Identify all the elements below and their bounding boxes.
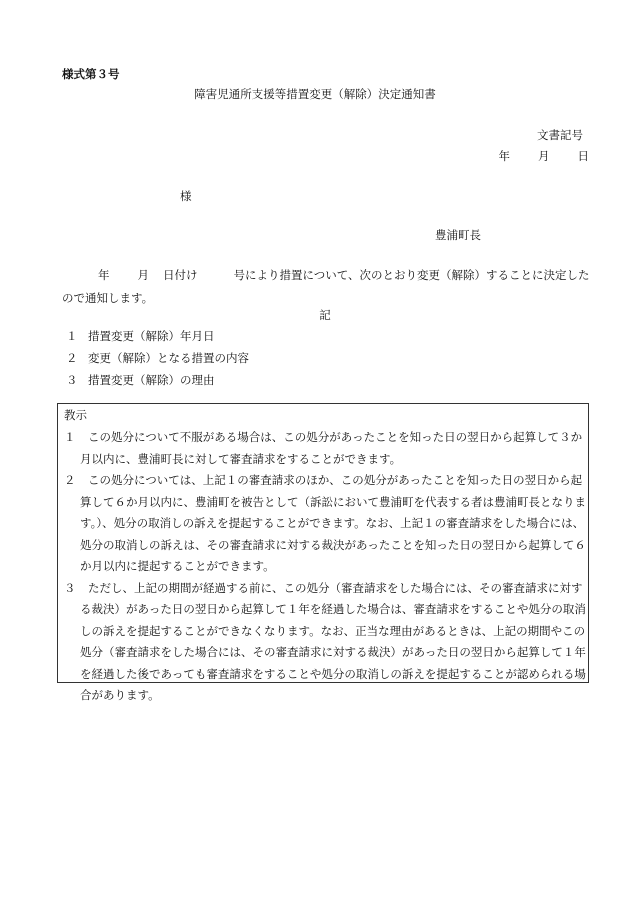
addressee-suffix: 様 — [180, 189, 192, 203]
notice-item-number: ２ — [64, 473, 76, 487]
form-number: 様式第３号 — [62, 67, 120, 81]
body-year: 年 — [98, 268, 110, 282]
date-year-label: 年 — [498, 149, 510, 163]
body-month: 月 — [137, 268, 149, 282]
notice-box — [57, 403, 589, 702]
notice-item — [64, 578, 586, 707]
notice-item-text: この処分について不服がある場合は、この処分があったことを知った日の翌日から起算して３か月以内に、豊浦町長に対して審査請求をすることができます。 — [80, 430, 583, 466]
item-label: 措置変更（解除）年月日 — [88, 329, 215, 343]
list-item — [66, 347, 249, 369]
item-number: ３ — [66, 373, 78, 387]
notice-item-text: ただし、上記の期間が経過する前に、この処分（審査請求をした場合には、その審査請求に対する裁決）があった日の翌日から起算して１年を経過した場合は、審査請求をすることや処分の取消しの訴えを提起することができなくなります。なお、正当な理由があるときは、上記の期間やこの処分（審査請求をした場合には、その審査請求に対する裁決）があった日の翌日から起算して１年を経過した後であっても審査請求をすることや処分の取消しの訴えを提起することが認められる場合があります。 — [80, 580, 586, 702]
date-day-label: 日 — [577, 149, 589, 163]
item-number: １ — [66, 329, 78, 343]
item-number: ２ — [66, 351, 78, 365]
notice-title: 教示 — [64, 408, 87, 422]
notice-body — [64, 427, 586, 707]
body-dated: 日付け — [163, 268, 198, 282]
notice-item-text: この処分については、上記１の審査請求のほか、この処分があったことを知った日の翌日から起算して６か月以内に、豊浦町を被告として（訴訟において豊浦町を代表する者は豊浦町長となります。）、処分の取消しの訴えを提起することができます。なお、上記１の審査請求をした場合には、処分の取消しの訴えは、その審査請求に対する裁決があったことを知った日の翌日から起算して６か月以内に提起することができます。 — [80, 473, 586, 573]
document-number-label: 文書記号 — [537, 128, 583, 142]
notice-item-number: ３ — [64, 580, 76, 595]
list-item — [66, 325, 249, 347]
body-text: 号により措置について、次のとおり変更（解除）することに決定したので通知します。 — [62, 268, 590, 305]
sender-name: 豊浦町長 — [435, 228, 481, 242]
ki-heading: 記 — [319, 308, 331, 322]
notice-item — [64, 470, 586, 578]
date-month-label: 月 — [538, 149, 550, 163]
item-list — [66, 325, 249, 391]
item-label: 変更（解除）となる措置の内容 — [88, 351, 249, 365]
notice-item-number: １ — [64, 430, 76, 444]
issue-date — [499, 148, 590, 164]
notice-item — [64, 427, 586, 470]
body-paragraph — [62, 264, 591, 310]
document-title: 障害児通所支援等措置変更（解除）決定通知書 — [194, 87, 436, 101]
item-label: 措置変更（解除）の理由 — [88, 373, 215, 387]
list-item — [66, 369, 249, 391]
